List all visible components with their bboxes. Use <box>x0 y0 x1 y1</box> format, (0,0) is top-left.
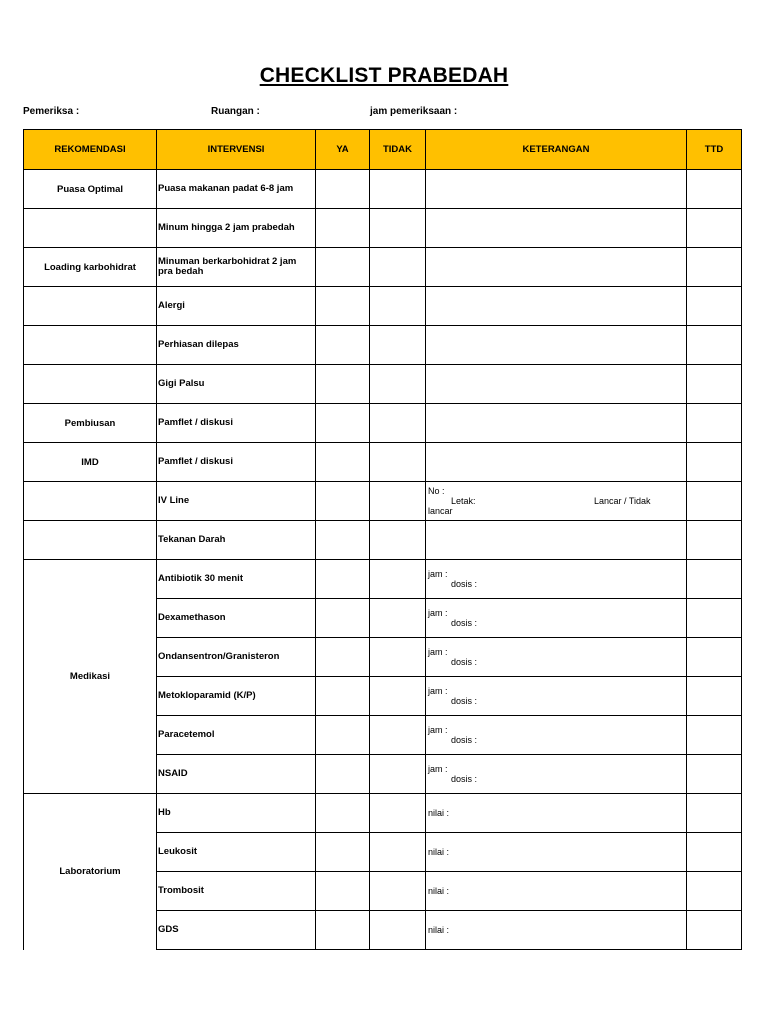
ya-cell[interactable] <box>316 482 370 521</box>
intervensi-cell: IV Line <box>157 482 316 521</box>
intervensi-cell: GDS <box>157 911 316 950</box>
ya-cell[interactable] <box>316 521 370 560</box>
tidak-cell[interactable] <box>370 482 426 521</box>
rekomendasi-cell: Pembiusan <box>24 404 157 443</box>
tidak-cell[interactable] <box>370 872 426 911</box>
table-row <box>24 794 742 833</box>
header-row <box>24 130 742 170</box>
tidak-cell[interactable] <box>370 170 426 209</box>
table-row <box>24 404 742 443</box>
keterangan-cell[interactable] <box>426 521 687 560</box>
table-row <box>24 287 742 326</box>
intervensi-cell: Gigi Palsu <box>157 365 316 404</box>
ttd-cell[interactable] <box>687 716 742 755</box>
rekomendasi-cell: IMD <box>24 443 157 482</box>
laboratorium-label: Laboratorium <box>24 794 157 950</box>
ttd-cell[interactable] <box>687 326 742 365</box>
intervensi-cell: Alergi <box>157 287 316 326</box>
keterangan-cell[interactable] <box>426 248 687 287</box>
keterangan-cell[interactable] <box>426 560 687 599</box>
keterangan-cell[interactable] <box>426 287 687 326</box>
ya-cell[interactable] <box>316 677 370 716</box>
ya-cell[interactable] <box>316 209 370 248</box>
keterangan-cell[interactable] <box>426 443 687 482</box>
iv-lancar-label: Lancar / Tidak <box>594 496 651 506</box>
tidak-cell[interactable] <box>370 677 426 716</box>
rekomendasi-cell <box>24 521 157 560</box>
keterangan-cell[interactable] <box>426 404 687 443</box>
ttd-cell[interactable] <box>687 794 742 833</box>
dosis-label: dosis : <box>451 696 478 706</box>
ya-cell[interactable] <box>316 599 370 638</box>
intervensi-cell: Pamflet / diskusi <box>157 404 316 443</box>
rekomendasi-cell <box>24 209 157 248</box>
keterangan-cell[interactable] <box>426 677 687 716</box>
keterangan-cell[interactable] <box>426 755 687 794</box>
ya-cell[interactable] <box>316 833 370 872</box>
keterangan-cell[interactable] <box>426 638 687 677</box>
ttd-cell[interactable] <box>687 677 742 716</box>
dosis-label: dosis : <box>451 657 478 667</box>
ttd-cell[interactable] <box>687 638 742 677</box>
keterangan-cell[interactable] <box>426 482 687 521</box>
header-ya: YA <box>316 130 370 170</box>
ya-cell[interactable] <box>316 365 370 404</box>
rekomendasi-cell: Puasa Optimal <box>24 170 157 209</box>
keterangan-cell[interactable] <box>426 209 687 248</box>
ttd-cell[interactable] <box>687 287 742 326</box>
tidak-cell[interactable] <box>370 365 426 404</box>
ya-cell[interactable] <box>316 755 370 794</box>
ya-cell[interactable] <box>316 794 370 833</box>
tidak-cell[interactable] <box>370 755 426 794</box>
intervensi-cell: Paracetemol <box>157 716 316 755</box>
dosis-label: dosis : <box>451 579 478 589</box>
dosis-label: dosis : <box>451 618 478 628</box>
ttd-cell[interactable] <box>687 521 742 560</box>
tidak-cell[interactable] <box>370 521 426 560</box>
jam-label: jam : <box>428 608 448 618</box>
ttd-cell[interactable] <box>687 560 742 599</box>
ya-cell[interactable] <box>316 560 370 599</box>
rekomendasi-cell <box>24 365 157 404</box>
dosis-label: dosis : <box>451 735 478 745</box>
intervensi-cell: Dexamethason <box>157 599 316 638</box>
nilai-cell[interactable]: nilai : <box>426 794 687 833</box>
table-row <box>24 560 742 599</box>
ya-cell[interactable] <box>316 326 370 365</box>
ttd-cell[interactable] <box>687 443 742 482</box>
ttd-cell[interactable] <box>687 365 742 404</box>
ttd-cell[interactable] <box>687 755 742 794</box>
iv-letak-label: Letak: <box>451 496 476 506</box>
table-row <box>24 170 742 209</box>
intervensi-cell: Hb <box>157 794 316 833</box>
nilai-cell[interactable]: nilai : <box>426 911 687 950</box>
keterangan-cell[interactable] <box>426 170 687 209</box>
intervensi-cell: Metokloparamid (K/P) <box>157 677 316 716</box>
intervensi-cell: NSAID <box>157 755 316 794</box>
ya-cell[interactable] <box>316 287 370 326</box>
intervensi-cell: Antibiotik 30 menit <box>157 560 316 599</box>
intervensi-cell: Minuman berkarbohidrat 2 jam pra bedah <box>157 248 316 287</box>
medikasi-label: Medikasi <box>24 560 157 794</box>
nilai-cell[interactable]: nilai : <box>426 872 687 911</box>
tidak-cell[interactable] <box>370 443 426 482</box>
jam-label: jam : <box>428 647 448 657</box>
intervensi-cell: Minum hingga 2 jam prabedah <box>157 209 316 248</box>
pemeriksa-label: Pemeriksa : <box>23 106 80 117</box>
nilai-cell[interactable]: nilai : <box>426 833 687 872</box>
tidak-cell[interactable] <box>370 833 426 872</box>
ya-cell[interactable] <box>316 638 370 677</box>
tidak-cell[interactable] <box>370 911 426 950</box>
ttd-cell[interactable] <box>687 911 742 950</box>
ttd-cell[interactable] <box>687 599 742 638</box>
table-row <box>24 209 742 248</box>
ttd-cell[interactable] <box>687 170 742 209</box>
ruangan-label: Ruangan : <box>211 106 260 117</box>
iv-lancar-label-2: lancar <box>428 506 453 516</box>
tidak-cell[interactable] <box>370 794 426 833</box>
ttd-cell[interactable] <box>687 872 742 911</box>
tidak-cell[interactable] <box>370 560 426 599</box>
intervensi-cell: Tekanan Darah <box>157 521 316 560</box>
keterangan-cell[interactable] <box>426 326 687 365</box>
tidak-cell[interactable] <box>370 404 426 443</box>
rekomendasi-cell: Loading karbohidrat <box>24 248 157 287</box>
jam-label: jam : <box>428 764 448 774</box>
ya-cell[interactable] <box>316 404 370 443</box>
keterangan-cell[interactable] <box>426 365 687 404</box>
tidak-cell[interactable] <box>370 599 426 638</box>
intervensi-cell: Pamflet / diskusi <box>157 443 316 482</box>
keterangan-cell[interactable] <box>426 716 687 755</box>
ttd-cell[interactable] <box>687 248 742 287</box>
iv-no-label: No : <box>428 486 445 496</box>
table-row <box>24 482 742 521</box>
rekomendasi-cell <box>24 287 157 326</box>
rekomendasi-cell <box>24 482 157 521</box>
checklist-table <box>23 129 742 950</box>
rekomendasi-cell <box>24 326 157 365</box>
jam-pemeriksaan-label: jam pemeriksaan : <box>370 106 458 117</box>
keterangan-cell[interactable] <box>426 599 687 638</box>
table-row <box>24 365 742 404</box>
tidak-cell[interactable] <box>370 209 426 248</box>
table-row <box>24 326 742 365</box>
jam-label: jam : <box>428 686 448 696</box>
page-title: CHECKLIST PRABEDAH <box>259 64 509 87</box>
header-intervensi: INTERVENSI <box>157 130 316 170</box>
ya-cell[interactable] <box>316 170 370 209</box>
intervensi-cell: Ondansentron/Granisteron <box>157 638 316 677</box>
table-row <box>24 521 742 560</box>
ttd-cell[interactable] <box>687 482 742 521</box>
intervensi-cell: Perhiasan dilepas <box>157 326 316 365</box>
jam-label: jam : <box>428 569 448 579</box>
intervensi-cell: Trombosit <box>157 872 316 911</box>
ttd-cell[interactable] <box>687 404 742 443</box>
tidak-cell[interactable] <box>370 638 426 677</box>
table-row <box>24 248 742 287</box>
header-tidak: TIDAK <box>370 130 426 170</box>
header-rekomendasi: REKOMENDASI <box>24 130 157 170</box>
ttd-cell[interactable] <box>687 833 742 872</box>
ya-cell[interactable] <box>316 716 370 755</box>
tidak-cell[interactable] <box>370 716 426 755</box>
dosis-label: dosis : <box>451 774 478 784</box>
intervensi-cell: Puasa makanan padat 6-8 jam <box>157 170 316 209</box>
ya-cell[interactable] <box>316 911 370 950</box>
table-row <box>24 443 742 482</box>
tidak-cell[interactable] <box>370 326 426 365</box>
intervensi-cell: Leukosit <box>157 833 316 872</box>
tidak-cell[interactable] <box>370 248 426 287</box>
tidak-cell[interactable] <box>370 287 426 326</box>
ya-cell[interactable] <box>316 872 370 911</box>
header-ttd: TTD <box>687 130 742 170</box>
ttd-cell[interactable] <box>687 209 742 248</box>
jam-label: jam : <box>428 725 448 735</box>
ya-cell[interactable] <box>316 443 370 482</box>
ya-cell[interactable] <box>316 248 370 287</box>
header-keterangan: KETERANGAN <box>426 130 687 170</box>
